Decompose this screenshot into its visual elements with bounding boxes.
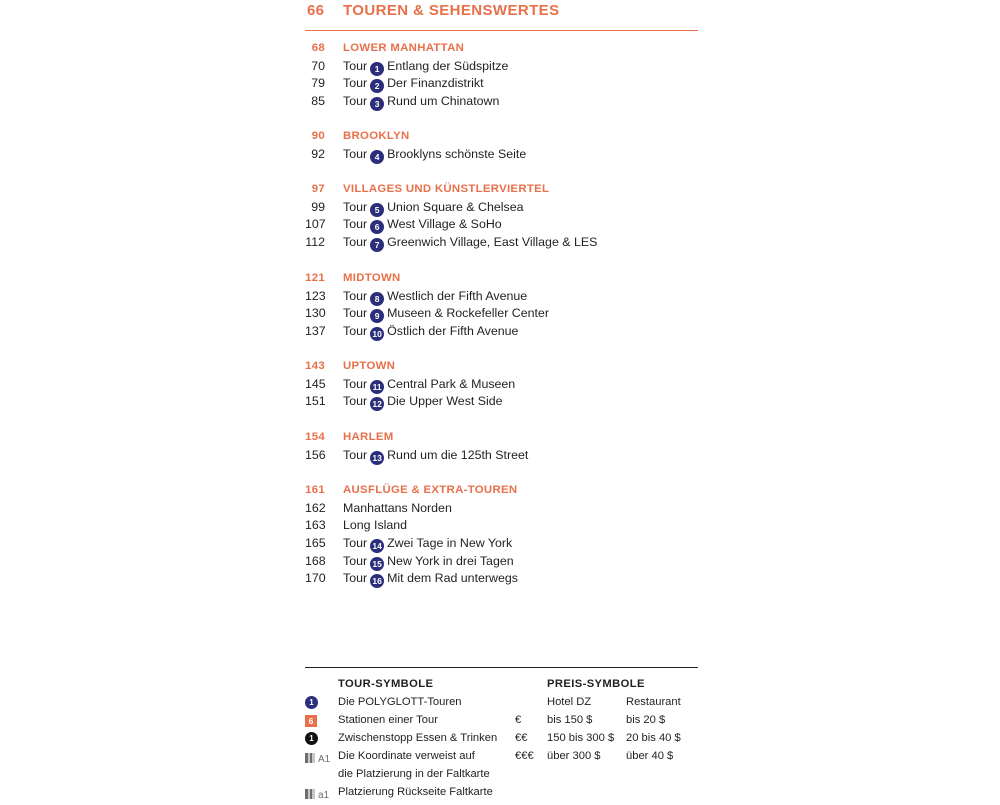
tour-number-icon: 6 bbox=[370, 220, 384, 234]
tour-word: Tour bbox=[343, 376, 368, 391]
entry-label: West Village & SoHo bbox=[387, 217, 502, 232]
entry-page-number: 107 bbox=[305, 217, 326, 232]
section-title: VILLAGES UND KÜNSTLERVIERTEL bbox=[343, 183, 550, 195]
entry-label: Rund um die 125th Street bbox=[387, 447, 529, 462]
section-page-number: 90 bbox=[311, 130, 325, 142]
toc-entry[interactable] bbox=[305, 234, 698, 252]
tour-number-icon: 12 bbox=[370, 397, 384, 411]
toc-section bbox=[305, 40, 698, 111]
toc-entry[interactable] bbox=[305, 146, 698, 164]
tour-word: Tour bbox=[343, 146, 368, 161]
toc-entry[interactable] bbox=[305, 393, 698, 411]
toc-entry[interactable] bbox=[305, 376, 698, 394]
section-title: UPTOWN bbox=[343, 360, 396, 372]
tour-word: Tour bbox=[343, 324, 368, 339]
section-page-number: 97 bbox=[311, 183, 325, 195]
entry-label: Entlang der Südspitze bbox=[387, 58, 509, 73]
entry-page-number: 156 bbox=[305, 447, 326, 462]
entry-text bbox=[343, 146, 526, 164]
entry-text bbox=[343, 500, 452, 518]
tour-symbols-title: TOUR-SYMBOLE bbox=[338, 678, 434, 690]
entry-text bbox=[343, 570, 518, 588]
section-heading[interactable] bbox=[305, 270, 698, 288]
map-backside-code: a1 bbox=[318, 790, 330, 801]
entry-page-number: 85 bbox=[311, 94, 325, 109]
toc-section bbox=[305, 429, 698, 464]
section-title: AUSFLÜGE & EXTRA-TOUREN bbox=[343, 484, 518, 496]
toc-entry[interactable] bbox=[305, 535, 698, 553]
chapter-page-number: 66 bbox=[307, 2, 325, 19]
legend-label: Die Koordinate verweist auf bbox=[338, 750, 475, 762]
tour-word: Tour bbox=[343, 235, 368, 250]
entry-page-number: 170 bbox=[305, 571, 326, 586]
legend-row bbox=[305, 766, 698, 784]
map-coordinate-code: A1 bbox=[318, 754, 331, 765]
price-hotel: über 300 $ bbox=[547, 750, 601, 762]
tour-number-icon: 8 bbox=[370, 292, 384, 306]
toc-entry[interactable] bbox=[305, 216, 698, 234]
tour-word: Tour bbox=[343, 288, 368, 303]
legend-row bbox=[305, 730, 698, 748]
price-hotel: bis 150 $ bbox=[547, 714, 593, 726]
tour-word: Tour bbox=[343, 76, 368, 91]
entry-text bbox=[343, 323, 518, 341]
entry-text bbox=[343, 376, 515, 394]
tour-number-icon: 2 bbox=[370, 79, 384, 93]
tour-word: Tour bbox=[343, 447, 368, 462]
tour-word: Tour bbox=[343, 571, 368, 586]
entry-text bbox=[343, 93, 499, 111]
tour-number-icon: 9 bbox=[370, 309, 384, 323]
entry-text bbox=[343, 288, 527, 306]
entry-label: Central Park & Museen bbox=[387, 376, 516, 391]
section-page-number: 161 bbox=[305, 484, 325, 496]
section-page-number: 121 bbox=[305, 272, 325, 284]
section-title: MIDTOWN bbox=[343, 272, 401, 284]
tour-number-icon: 14 bbox=[370, 539, 384, 553]
entry-label: Östlich der Fifth Avenue bbox=[387, 324, 519, 339]
toc-entry[interactable] bbox=[305, 199, 698, 217]
entry-page-number: 137 bbox=[305, 324, 326, 339]
entry-page-number: 163 bbox=[305, 518, 326, 533]
toc-entry[interactable] bbox=[305, 305, 698, 323]
section-title: BROOKLYN bbox=[343, 130, 410, 142]
entry-label: Zwei Tage in New York bbox=[387, 536, 513, 551]
legend-row bbox=[305, 784, 698, 802]
tour-number-icon: 7 bbox=[370, 238, 384, 252]
entry-label: New York in drei Tagen bbox=[387, 553, 514, 568]
section-heading[interactable] bbox=[305, 429, 698, 447]
price-restaurant: 20 bis 40 $ bbox=[626, 732, 681, 744]
entry-text bbox=[343, 447, 528, 465]
entry-text bbox=[343, 535, 512, 553]
legend-label: Zwischenstopp Essen & Trinken bbox=[338, 732, 498, 744]
legend-header-row bbox=[305, 676, 698, 694]
toc-entry[interactable] bbox=[305, 93, 698, 111]
hotel-header: Hotel DZ bbox=[547, 696, 592, 708]
toc-section bbox=[305, 128, 698, 163]
legend-row bbox=[305, 694, 698, 712]
toc-entry[interactable] bbox=[305, 288, 698, 306]
price-hotel: 150 bis 300 $ bbox=[547, 732, 615, 744]
tour-number-icon: 16 bbox=[370, 574, 384, 588]
entry-text bbox=[343, 517, 407, 535]
toc-section bbox=[305, 482, 698, 588]
entry-page-number: 145 bbox=[305, 376, 326, 391]
toc-section bbox=[305, 358, 698, 411]
legend-label: Platzierung Rückseite Faltkarte bbox=[338, 786, 493, 798]
tour-number-icon: 3 bbox=[370, 97, 384, 111]
tour-station-icon: 6 bbox=[305, 715, 317, 727]
toc-entry[interactable] bbox=[305, 517, 698, 535]
toc-entry[interactable] bbox=[305, 323, 698, 341]
entry-page-number: 112 bbox=[305, 235, 325, 250]
tour-word: Tour bbox=[343, 394, 368, 409]
section-heading[interactable] bbox=[305, 128, 698, 146]
entry-text bbox=[343, 58, 508, 76]
entry-page-number: 99 bbox=[311, 199, 325, 214]
entry-page-number: 70 bbox=[311, 58, 325, 73]
entry-page-number: 168 bbox=[305, 553, 326, 568]
entry-text bbox=[343, 305, 549, 323]
map-backside-icon bbox=[305, 787, 329, 805]
entry-label: Manhattans Norden bbox=[343, 500, 452, 515]
section-heading[interactable] bbox=[305, 482, 698, 500]
price-restaurant: über 40 $ bbox=[626, 750, 674, 762]
entry-text bbox=[343, 553, 514, 571]
tour-number-icon: 4 bbox=[370, 150, 384, 164]
legend-row bbox=[305, 712, 698, 730]
tour-word: Tour bbox=[343, 536, 368, 551]
entry-label: Long Island bbox=[343, 518, 408, 533]
tour-number-icon: 10 bbox=[370, 327, 384, 341]
tour-number-icon: 13 bbox=[370, 451, 384, 465]
section-title: LOWER MANHATTAN bbox=[343, 42, 465, 54]
section-page-number: 68 bbox=[311, 42, 325, 54]
entry-label: Die Upper West Side bbox=[387, 394, 503, 409]
price-symbols-title: PREIS-SYMBOLE bbox=[547, 678, 645, 690]
legend bbox=[305, 667, 698, 801]
tour-word: Tour bbox=[343, 306, 368, 321]
entry-label: Greenwich Village, East Village & LES bbox=[387, 235, 598, 250]
toc-entry[interactable] bbox=[305, 447, 698, 465]
tour-word: Tour bbox=[343, 199, 368, 214]
chapter-title: TOUREN & SEHENSWERTES bbox=[343, 2, 560, 19]
entry-text bbox=[343, 199, 524, 217]
toc-section bbox=[305, 181, 698, 252]
entry-page-number: 92 bbox=[311, 146, 325, 161]
entry-label: Der Finanzdistrikt bbox=[387, 76, 484, 91]
toc-entry[interactable] bbox=[305, 553, 698, 571]
entry-label: Westlich der Fifth Avenue bbox=[387, 288, 528, 303]
price-symbol: €€ bbox=[515, 732, 528, 744]
chapter-header bbox=[305, 2, 698, 31]
entry-label: Union Square & Chelsea bbox=[387, 199, 524, 214]
tour-word: Tour bbox=[343, 217, 368, 232]
entry-text bbox=[343, 75, 484, 93]
tour-number-icon: 11 bbox=[370, 380, 384, 394]
entry-page-number: 165 bbox=[305, 536, 326, 551]
entry-label: Museen & Rockefeller Center bbox=[387, 306, 549, 321]
toc-section bbox=[305, 270, 698, 341]
legend-label: die Platzierung in der Faltkarte bbox=[338, 768, 490, 780]
toc-entry[interactable] bbox=[305, 570, 698, 588]
legend-row bbox=[305, 748, 698, 766]
entry-label: Rund um Chinatown bbox=[387, 94, 500, 109]
price-symbol: € bbox=[515, 714, 522, 726]
price-restaurant: bis 20 $ bbox=[626, 714, 666, 726]
tour-word: Tour bbox=[343, 94, 368, 109]
toc-entry[interactable] bbox=[305, 500, 698, 518]
food-stop-icon: 1 bbox=[305, 732, 318, 745]
entry-label: Brooklyns schönste Seite bbox=[387, 146, 527, 161]
toc-entry[interactable] bbox=[305, 58, 698, 76]
section-heading[interactable] bbox=[305, 40, 698, 58]
entry-page-number: 162 bbox=[305, 500, 326, 515]
tour-number-icon: 1 bbox=[370, 62, 384, 76]
section-page-number: 143 bbox=[305, 360, 325, 372]
entry-label: Mit dem Rad unterwegs bbox=[387, 571, 518, 586]
restaurant-header: Restaurant bbox=[626, 696, 681, 708]
entry-page-number: 123 bbox=[305, 288, 326, 303]
entry-page-number: 79 bbox=[311, 76, 325, 91]
tour-word: Tour bbox=[343, 553, 368, 568]
section-heading[interactable] bbox=[305, 181, 698, 199]
section-heading[interactable] bbox=[305, 358, 698, 376]
price-symbol: €€€ bbox=[515, 750, 534, 762]
tour-word: Tour bbox=[343, 58, 368, 73]
legend-label: Die POLYGLOTT-Touren bbox=[338, 696, 462, 708]
tour-number-icon: 5 bbox=[370, 203, 384, 217]
entry-text bbox=[343, 393, 503, 411]
section-title: HARLEM bbox=[343, 431, 394, 443]
entry-text bbox=[343, 216, 502, 234]
polyglott-tour-icon: 1 bbox=[305, 696, 318, 709]
section-page-number: 154 bbox=[305, 431, 325, 443]
toc-entry[interactable] bbox=[305, 75, 698, 93]
entry-text bbox=[343, 234, 597, 252]
entry-page-number: 130 bbox=[305, 306, 326, 321]
legend-label: Stationen einer Tour bbox=[338, 714, 438, 726]
tour-number-icon: 15 bbox=[370, 557, 384, 571]
entry-page-number: 151 bbox=[305, 394, 326, 409]
